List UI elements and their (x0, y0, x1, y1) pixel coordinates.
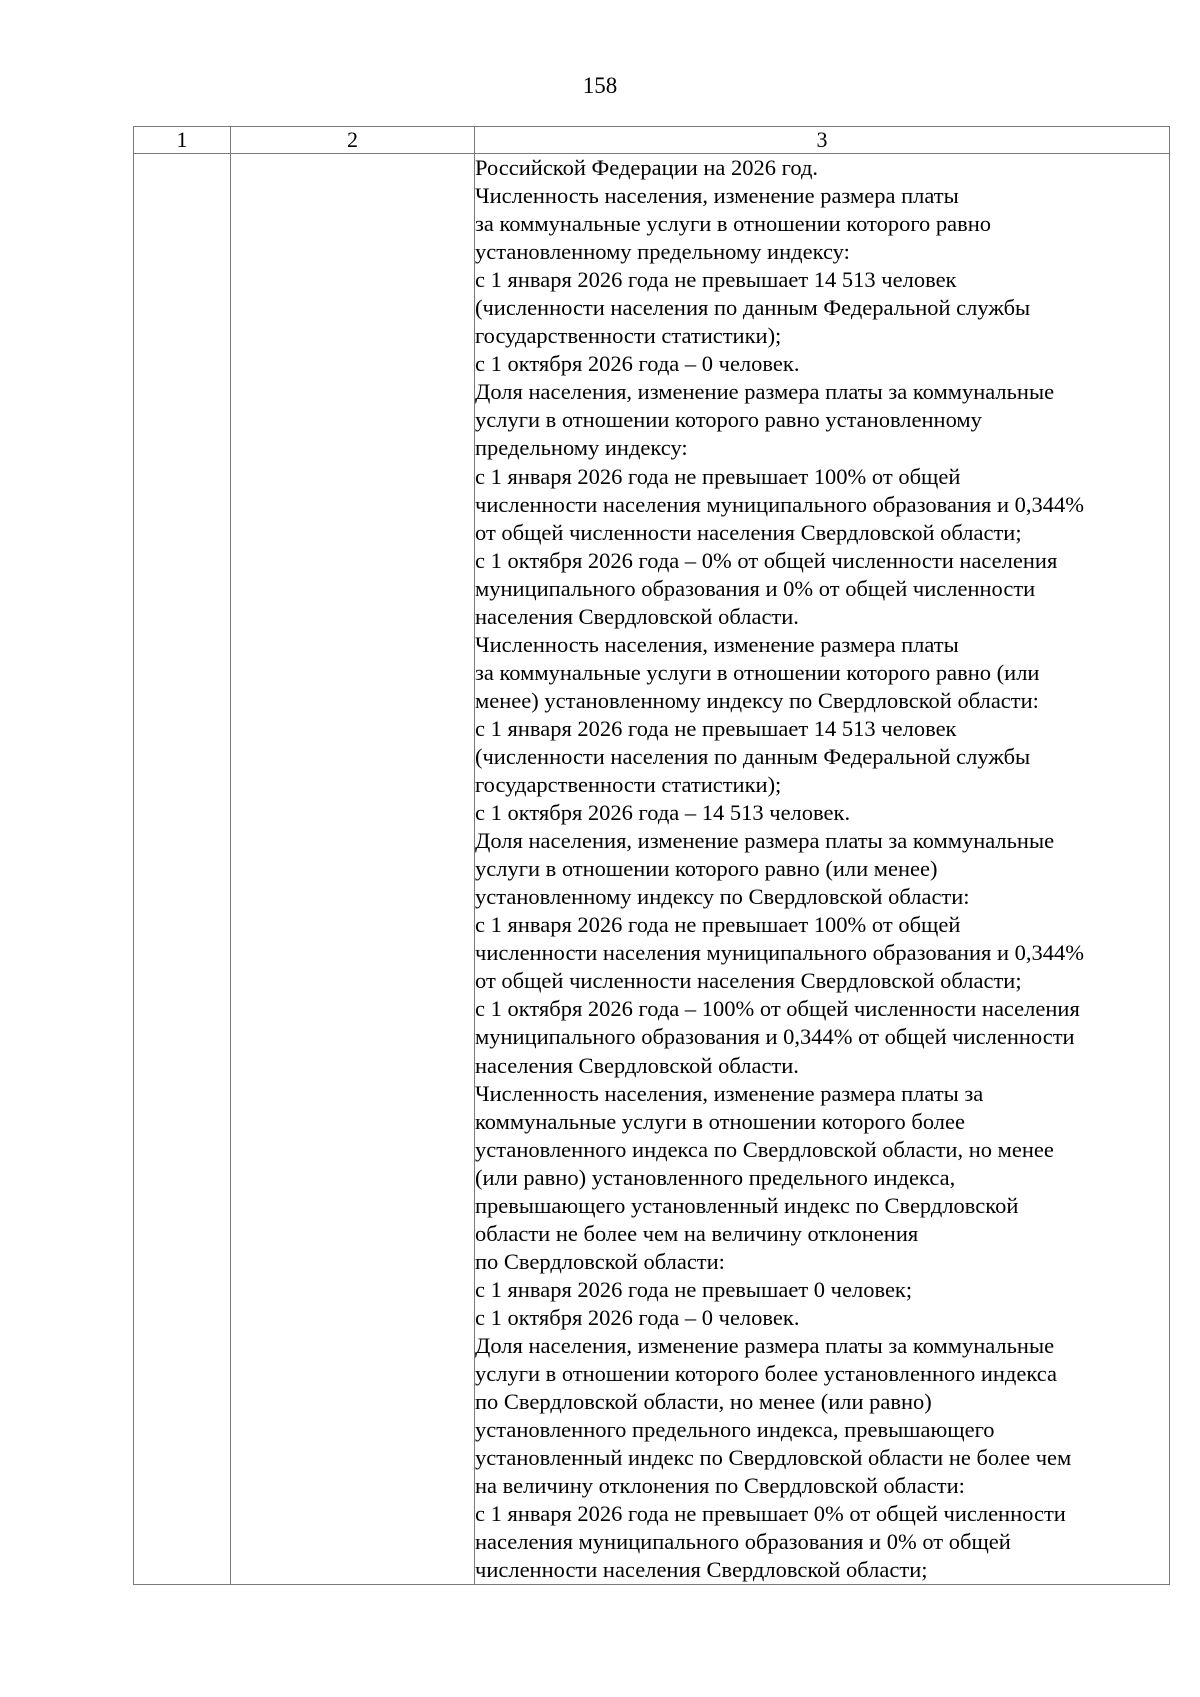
column-header-3: 3 (475, 127, 1170, 154)
text-line: Российской Федерации на 2026 год. (475, 155, 819, 180)
table-cell-col1 (134, 154, 231, 1585)
text-line: Численность населения, изменение размера платы (475, 183, 959, 209)
page-number: 158 (582, 73, 618, 98)
text-line: с 1 октября 2026 года – 100% от общей численности населения (475, 996, 1080, 1022)
text-line: Доля населения, изменение размера платы за коммунальные (475, 828, 1055, 854)
text-line: установленного индекса по Свердловской области, но менее (475, 1136, 1054, 1162)
text-line: менее) установленному индексу по Свердловской области: (475, 687, 1039, 713)
text-line: услуги в отношении которого равно установленному (475, 407, 982, 433)
text-line: установленному индексу по Свердловской области: (475, 884, 970, 910)
text-line: Численность населения, изменение размера платы (475, 631, 959, 657)
text-line: на величину отклонения по Свердловской области: (475, 1473, 965, 1499)
text-line: с 1 января 2026 года не превышает 14 513 человек (475, 715, 957, 741)
text-line: установленному предельному индексу: (475, 239, 850, 265)
text-line: муниципального образования и 0,344% от общей численности (475, 1024, 1075, 1050)
table-cell-col2 (231, 154, 475, 1585)
text-line: предельному индексу: (475, 435, 688, 461)
table-row (134, 154, 1170, 1585)
text-line: услуги в отношении которого более установленного индекса (475, 1361, 1057, 1387)
text-line: за коммунальные услуги в отношении которого равно (475, 211, 992, 237)
column-header-2: 2 (231, 127, 475, 154)
text-line: Численность населения, изменение размера платы за (475, 1080, 984, 1106)
text-line: численности населения Свердловской области; (475, 1557, 928, 1583)
text-line: по Свердловской области, но менее (или равно) (475, 1389, 932, 1415)
table-header-row (134, 127, 1170, 154)
table-cell-col3 (475, 154, 1170, 1585)
text-line: муниципального образования и 0% от общей численности (475, 575, 1036, 601)
text-line: с 1 октября 2026 года – 0 человек. (475, 351, 800, 377)
text-line: с 1 октября 2026 года – 0 человек. (475, 1304, 800, 1330)
text-line: с 1 октября 2026 года – 14 513 человек. (475, 800, 851, 826)
text-line: государственности статистики); (475, 323, 782, 349)
text-line: от общей численности населения Свердловской области; (475, 519, 1022, 545)
text-line: с 1 января 2026 года не превышает 14 513 человек (475, 267, 957, 293)
text-line: с 1 января 2026 года не превышает 100% от общей (475, 463, 961, 489)
text-line: превышающего установленный индекс по Свердловской (475, 1192, 1019, 1218)
text-line: (или равно) установленного предельного индекса, (475, 1164, 956, 1190)
text-line: с 1 января 2026 года не превышает 100% от общей (475, 912, 961, 938)
text-line: установленного предельного индекса, превышающего (475, 1417, 995, 1443)
text-line: численности населения муниципального образования и 0,344% (475, 940, 1085, 966)
text-line: установленный индекс по Свердловской области не более чем (475, 1445, 1072, 1471)
text-line: Доля населения, изменение размера платы за коммунальные (475, 379, 1055, 405)
text-line: Доля населения, изменение размера платы за коммунальные (475, 1332, 1055, 1358)
text-line: государственности статистики); (475, 772, 782, 798)
text-line: за коммунальные услуги в отношении которого равно (или (475, 659, 1040, 685)
text-line: области не более чем на величину отклонения (475, 1220, 919, 1246)
document-table (133, 126, 1170, 1585)
text-line: по Свердловской области: (475, 1248, 725, 1274)
text-line: численности населения муниципального образования и 0,344% (475, 491, 1085, 517)
text-line: населения Свердловской области. (475, 603, 799, 629)
text-line: (численности населения по данным Федеральной службы (475, 743, 1031, 769)
text-line: услуги в отношении которого равно (или менее) (475, 856, 938, 882)
text-line: с 1 октября 2026 года – 0% от общей численности населения (475, 547, 1058, 573)
text-line: населения муниципального образования и 0% от общей (475, 1529, 1011, 1555)
text-line: (численности населения по данным Федеральной службы (475, 295, 1031, 321)
text-line: населения Свердловской области. (475, 1052, 799, 1078)
text-line: с 1 января 2026 года не превышает 0% от общей численности (475, 1501, 1066, 1527)
text-line: с 1 января 2026 года не превышает 0 человек; (475, 1276, 913, 1302)
text-line: коммунальные услуги в отношении которого более (475, 1108, 965, 1134)
column-header-1: 1 (134, 127, 231, 154)
text-line: от общей численности населения Свердловской области; (475, 968, 1022, 994)
